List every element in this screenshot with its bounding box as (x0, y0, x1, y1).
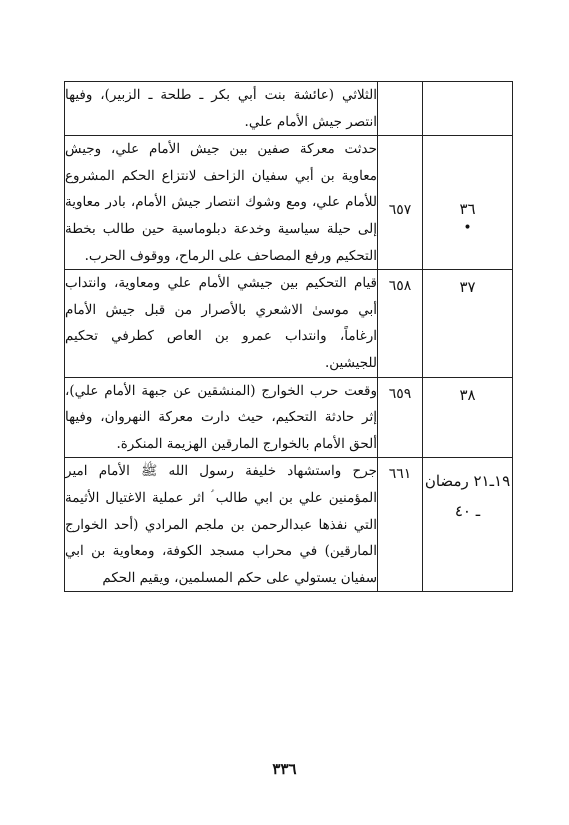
gregorian-year-cell: ٦٥٨ (378, 270, 423, 377)
event-cell: جرح واستشهاد خليفة رسول الله ﷺ الأمام امير المؤمنين علي بن ابي طالب ؑ اثر عملية الاغتيال الأثيمة التي نفذها عبدالرحمن بن ملجم المرادي (أحد الخوارج المارقين) في محراب مسجد الكوفة، ومعاوية بن ابي سفيان يستولي على حكم المسلمين، ويقيم الحكم (65, 458, 378, 592)
table-row (65, 377, 513, 458)
gregorian-year-cell: ٦٥٩ (378, 377, 423, 458)
table-row (65, 270, 513, 377)
table-row (65, 136, 513, 270)
event-cell: وقعت حرب الخوارج (المنشقين عن جبهة الأمام علي)، إثر حادثة التحكيم، حيث دارت معركة النهروان، وفيها ألحق الأمام بالخوارج المارقين الهزيمة المنكرة. (65, 377, 378, 458)
gregorian-year-cell: ٦٥٧ (378, 136, 423, 270)
event-cell: الثلاثي (عائشة بنت أبي بكر ـ طلحة ـ الزبير)، وفيها انتصر جيش الأمام علي. (65, 82, 378, 136)
hijri-year-cell: ٣٨ (423, 377, 513, 458)
hijri-year-text: ٣٦ (459, 200, 476, 219)
hijri-year-cell: ٣٧ (423, 270, 513, 377)
gregorian-year-cell: ٦٦١ (378, 458, 423, 592)
hijri-year-cell (423, 136, 513, 270)
gregorian-year-cell (378, 82, 423, 136)
event-cell: حدثت معركة صفين بين جيش الأمام علي، وجيش معاوية بن أبي سفيان الزاحف لانتزاع الحكم المشروع للأمام علي، ومع وشوك انتصار جيش الأمام، بادر معاوية إلى حيلة سياسية وخدعة دبلوماسية حين طالب بخطة التحكيم ورفع المصاحف على الرماح، ووقوف الحرب. (65, 136, 378, 270)
event-cell: قيام التحكيم بين جيشي الأمام علي ومعاوية، وانتداب أبي موسىٰ الاشعري بالأصرار من قبل جيش الأمام ارغاماً، وانتداب عمرو بن العاص كطرفي تحكيم للجيشين. (65, 270, 378, 377)
table-row (65, 458, 513, 592)
hijri-year-cell: ١٩ـ٢١ رمضان ـ ٤٠ (423, 458, 513, 592)
chronology-table (64, 81, 513, 592)
bullet-mark: • (463, 220, 472, 237)
hijri-year-cell (423, 82, 513, 136)
page-number: ٣٣٦ (272, 760, 297, 778)
table-row (65, 82, 513, 136)
